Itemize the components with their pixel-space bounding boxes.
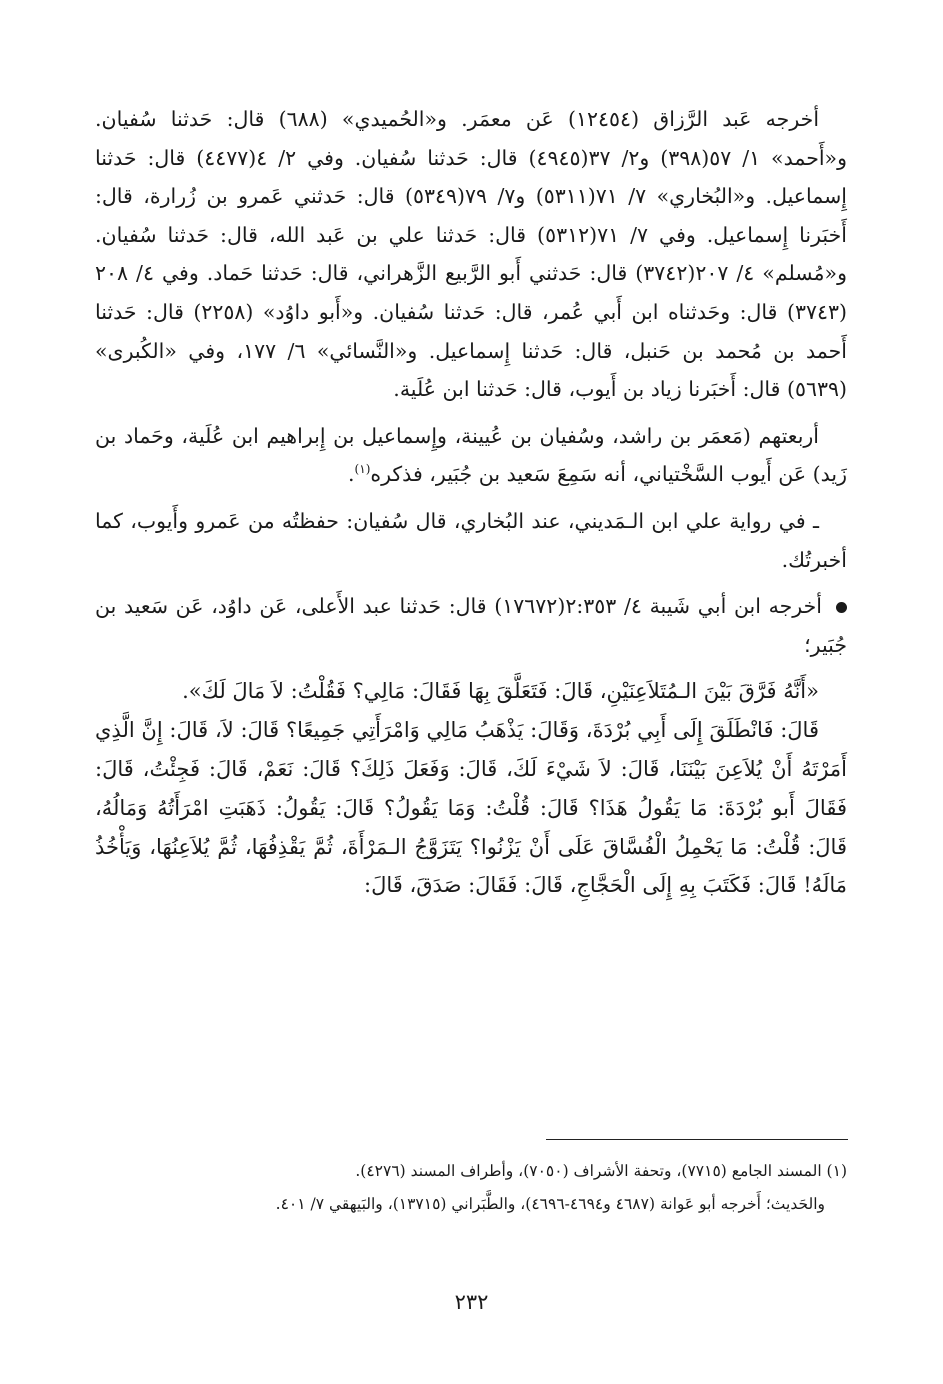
footnote-1: (١) المسند الجامع (٧٧١٥)، وتحفة الأشراف (٧٠٥٠)، وأطراف المسند (٤٢٧٦).	[355, 1162, 847, 1180]
footnote-1-continuation: والحَديث؛ أَخرجه أبو عَوانة (٤٦٨٧ و٤٦٩٤-٤٦٩٦)، والطَّبَراني (١٣٧١٥)، والبَيهقي ٧/ ٤٠١.	[275, 1195, 825, 1213]
footnotes	[95, 1156, 847, 1222]
main-text	[95, 100, 847, 905]
second-takhrij-paragraph	[95, 587, 847, 664]
bullet-icon	[836, 602, 847, 613]
page-number: ٢٣٢	[454, 1290, 489, 1314]
narrators-summary-text: أربعتهم (مَعمَر بن راشد، وسُفيان بن عُيينة، وإِسماعيل بن إِبراهيم ابن عُلَية، وحَماد بن زَيد) عَن أَيوب السَّخْتياني، أنه سَمِعَ سَعيد بن جُبَير، فذكره	[95, 423, 847, 487]
takhrij-paragraph: أخرجه عَبد الرَّزاق (١٢٤٥٤) عَن معمَر. و«الحُميدي» (٦٨٨) قال: حَدثنا سُفيان. و«أَحمد» ١/ ٥٧(٣٩٨) و٢/ ٣٧(٤٩٤٥) قال: حَدثنا سُفيان. وفي ٢/ ٤(٤٤٧٧) قال: حَدثنا إِسماعيل. و«البُخاري» ٧/ ٧١(٥٣١١) و٧/ ٧٩(٥٣٤٩) قال: حَدثني عَمرو بن زُرارة، قال: أَخبَرنا إِسماعيل. وفي ٧/ ٧١(٥٣١٢) قال: حَدثنا علي بن عَبد الله، قال: حَدثنا سُفيان. و«مُسلم» ٤/ ٢٠٧(٣٧٤٢) قال: حَدثني أَبو الرَّبيع الزَّهراني، قال: حَدثنا حَماد. وفي ٤/ ٢٠٨ (٣٧٤٣) قال: وحَدثناه ابن أَبي عُمر، قال: حَدثنا سُفيان. و«أَبو داوُد» (٢٢٥٨) قال: حَدثنا أَحمد بن مُحمد بن حَنبل، قال: حَدثنا إِسماعيل. و«النَّسائي» ٦/ ١٧٧، وفي «الكُبرى» (٥٦٣٩) قال: أَخبَرنا زياد بن أَيوب، قال: حَدثنا ابن عُلَية.	[95, 107, 847, 402]
footnote-reference[interactable]: (١)	[354, 462, 371, 477]
narrators-summary-end: .	[348, 462, 355, 487]
narrators-summary-paragraph	[95, 417, 847, 494]
riwaya-note-paragraph: ـ في رواية علي ابن الـمَديني، عند البُخاري، قال سُفيان: حفظتُه من عَمرو وأَيوب، كما أخبرتُك.	[95, 508, 847, 572]
hadith-text-continuation: قَالَ: فَانْطَلَقَ إِلَى أَبِي بُرْدَةَ، وَقَالَ: يَذْهَبُ مَالِي وَامْرَأَتِي جَمِيعًا؟ قَالَ: لاَ، قَالَ: إِنَّ الَّذِي أَمَرْتَهُ أَنْ يُلاَعِنَ بَيْنَنَا، قَالَ: لاَ شَيْءَ لَكَ، قَالَ: وَفَعَلَ ذَلِكَ؟ قَالَ: نَعَمْ، قَالَ: فَجِئْتُ، قَالَ: فَقَالَ أَبو بُرْدَةَ: مَا يَقُولُ هَذَا؟ قَالَ: قُلْتُ: وَمَا يَقُولُ؟ قَالَ: يَقُولُ: ذَهَبَتِ امْرَأَتُهُ وَمَالُهُ، قَالَ: قُلْتُ: مَا يَحْمِلُ الْفُسَّاقَ عَلَى أَنْ يَزْنُوا؟ يَتَزَوَّجُ الـمَرْأَةَ، ثُمَّ يَقْذِفُهَا، ثُمَّ يُلاَعِنُهَا، وَيَأْخُذُ مَالَهُ! قَالَ: فَكَتَبَ بِهِ إِلَى الْحَجَّاجِ، قَالَ: فَقَالَ: صَدَقَ، قَالَ:	[95, 718, 847, 898]
second-takhrij-text: أخرجه ابن أبي شَيبة ٤/ ٢:٣٥٣(١٧٦٧٢) قال: حَدثنا عبد الأَعلى، عَن داوُد، عَن سَعيد بن جُبَير؛	[95, 594, 847, 657]
footnote-separator	[546, 1139, 848, 1140]
hadith-text-opening: «أَنَّهُ فَرَّقَ بَيْنَ الـمُتَلاَعِنَيْنِ، قَالَ: فَتَعَلَّقَ بِهَا فَقَالَ: مَالِي؟ فَقُلْتُ: لاَ مَالَ لَكَ».	[182, 679, 819, 704]
